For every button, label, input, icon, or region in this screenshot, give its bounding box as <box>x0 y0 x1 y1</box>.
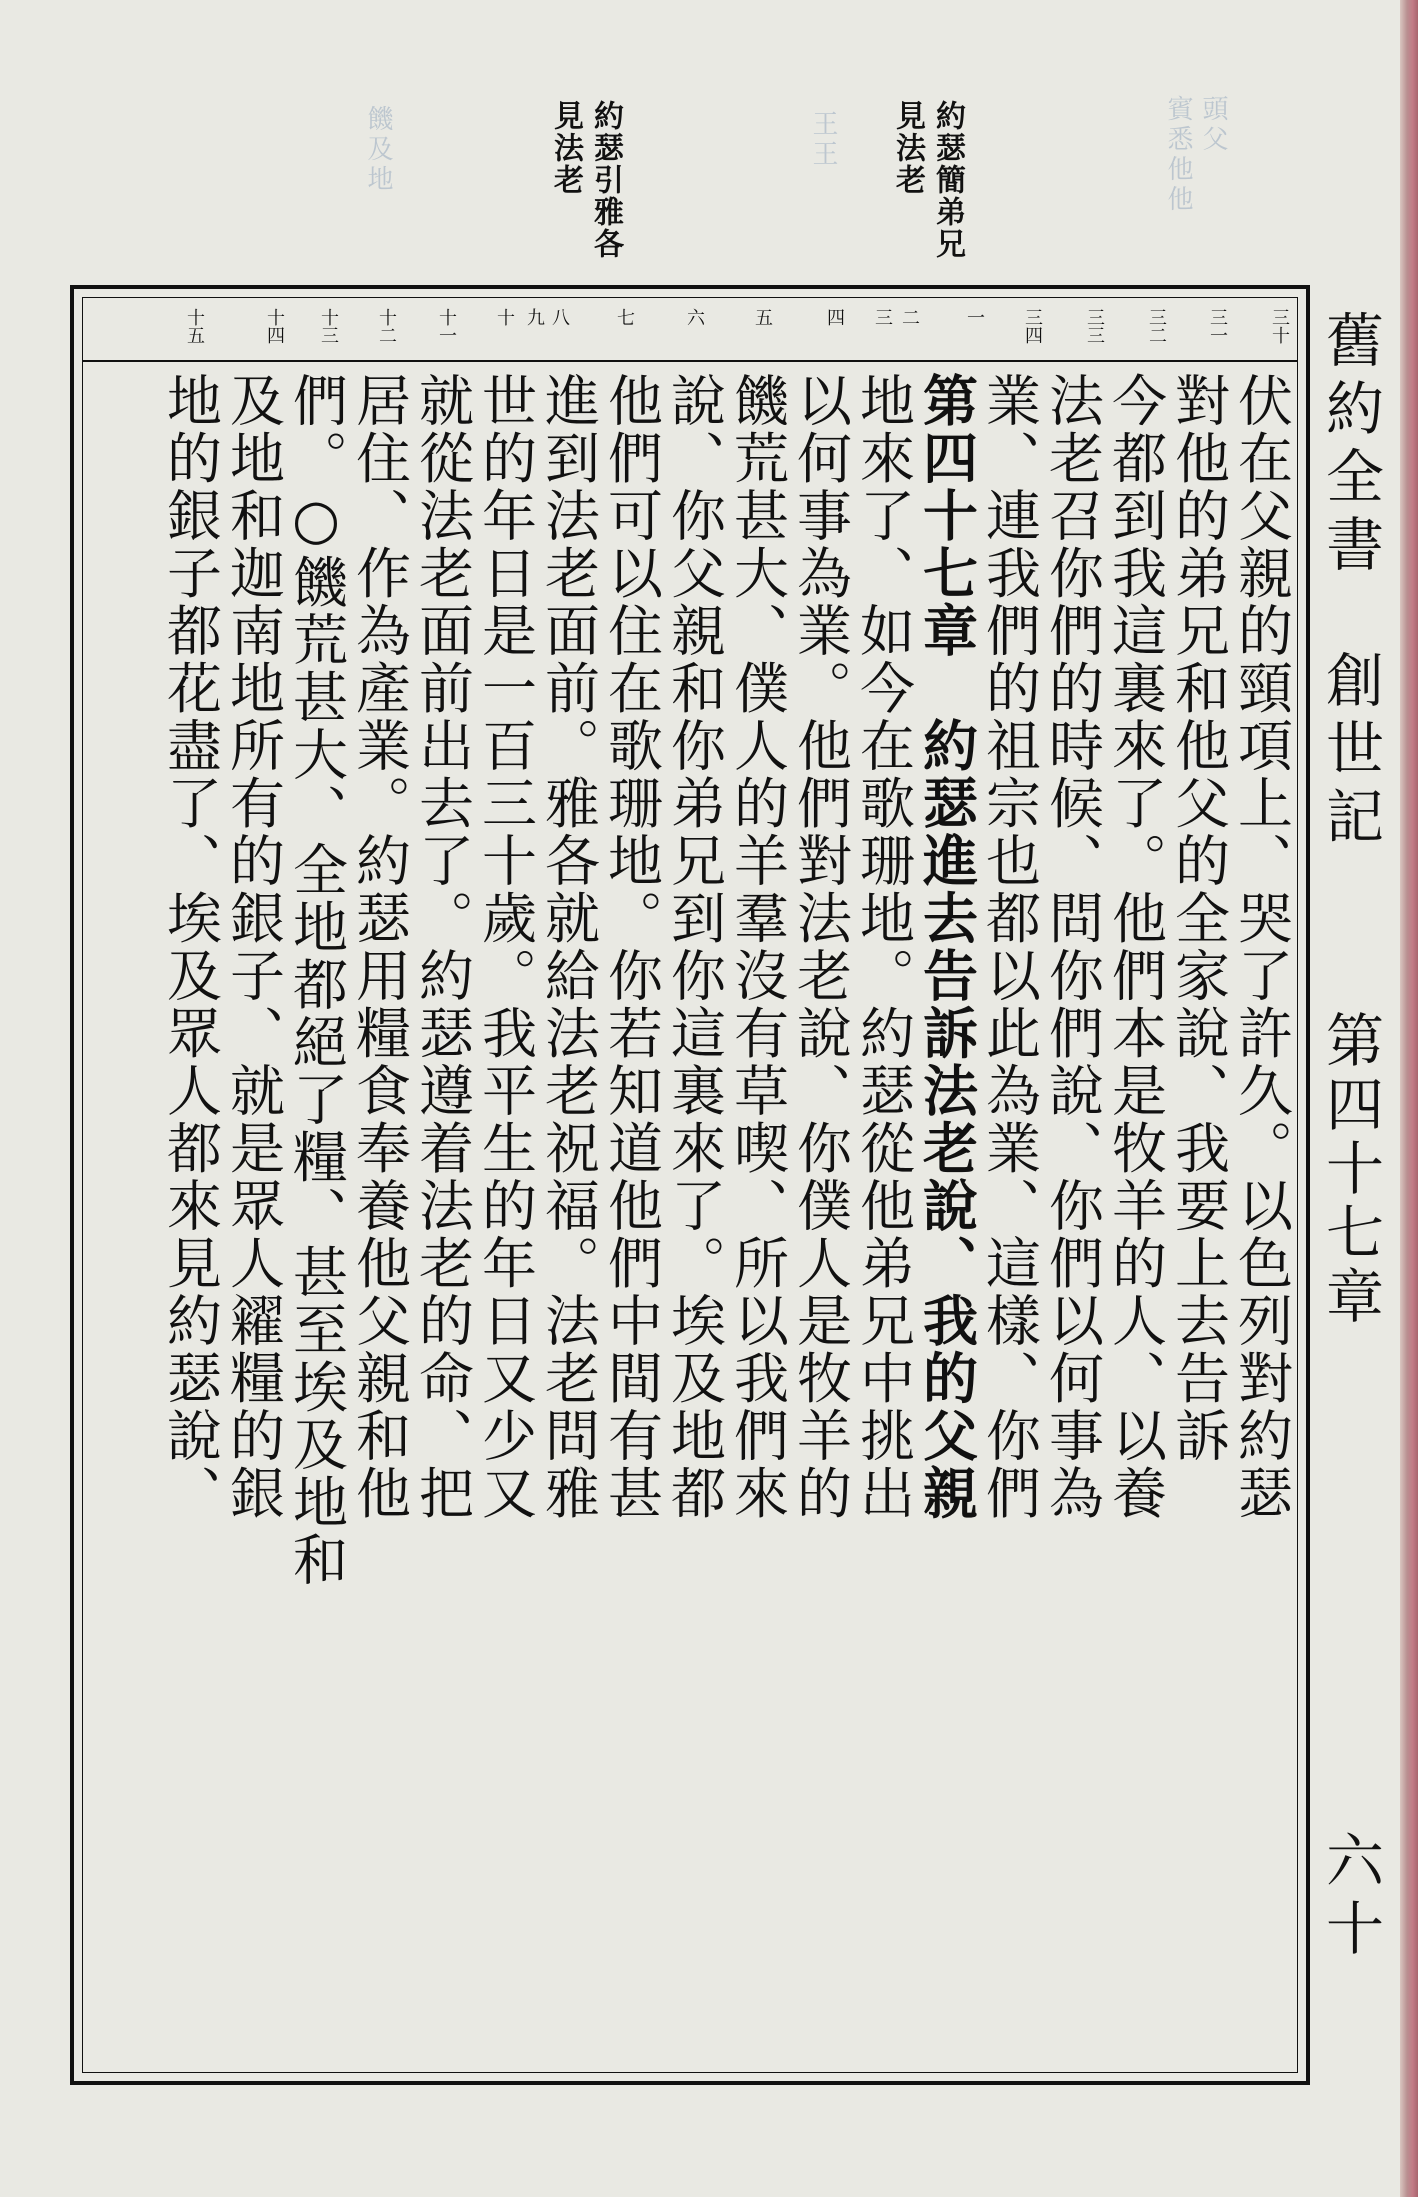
text-column: 地的銀子都花盡了、埃及眾人都來見約瑟說、 <box>158 372 222 1522</box>
text-column: 他們可以住在歌珊地。你若知道他們中間有甚 <box>599 372 663 1522</box>
text-column: 饑荒甚大、僕人的羊羣沒有草喫、所以我們來 <box>725 372 789 1522</box>
text-column: 地來了、如今在歌珊地。約瑟從他弟兄中挑出 <box>851 372 915 1522</box>
page-number: 六十 <box>1316 1830 1384 1966</box>
text-frame-inner <box>82 297 1298 2073</box>
verse-number: 二 <box>899 308 920 326</box>
text-column: 今都到我這裏來了。他們本是牧羊的人、以養 <box>1103 372 1167 1522</box>
verse-number: 四 <box>824 308 845 326</box>
cross-reference-joseph-brothers <box>890 100 964 260</box>
verse-number: 十二 <box>376 308 397 344</box>
verse-number: 一 <box>964 308 985 326</box>
bleed-through-text: 饑及地 <box>363 105 393 195</box>
bleed-through-text: 頭父 <box>1198 95 1228 155</box>
verse-number: 十 <box>494 308 515 326</box>
text-column: 及地和迦南地所有的銀子、就是眾人糴糧的銀 <box>221 372 285 1522</box>
verse-number: 三一 <box>1207 308 1228 344</box>
page-edge <box>1400 0 1418 2197</box>
verse-number: 十三 <box>318 308 339 344</box>
verse-number: 三四 <box>1022 308 1043 344</box>
text-column: 世的年日是一百三十歲。我平生的年日又少又 <box>473 372 537 1522</box>
verse-number: 三三 <box>1084 308 1105 344</box>
verse-number: 三二 <box>1146 308 1167 344</box>
verse-number: 三十 <box>1269 308 1290 344</box>
chapter-label: 第四十七章 <box>1316 1010 1384 1330</box>
text-column: 伏在父親的頸項上、哭了許久。以色列對約瑟 <box>1229 372 1293 1522</box>
text-column: 對他的弟兄和他父的全家說、我要上去告訴 <box>1166 372 1230 1465</box>
cross-reference-line: 見法老 <box>890 100 925 196</box>
bleed-through-text: 王王 <box>808 110 838 170</box>
chapter-heading-column: 第四十七章 約瑟進去告訴法老說、我的父親 <box>914 372 979 1522</box>
text-column: 居住、作為產業。約瑟用糧食奉養他父親和他 <box>347 372 411 1522</box>
text-columns <box>83 360 1297 2072</box>
text-column: 說、你父親和你弟兄到你這裏來了。埃及地都 <box>662 372 726 1522</box>
text-column: 以何事為業。他們對法老說、你僕人是牧羊的 <box>788 372 852 1522</box>
verse-number: 三 <box>872 308 893 326</box>
verse-number: 七 <box>614 308 635 326</box>
cross-reference-line: 約瑟引雅各 <box>588 100 623 260</box>
cross-reference-jacob-pharaoh <box>548 100 622 260</box>
text-column: 業、連我們的祖宗也都以此為業、這樣、你們 <box>977 372 1041 1522</box>
verse-number-strip <box>83 298 1297 362</box>
bleed-through-text: 賓悉他他 <box>1163 95 1193 215</box>
verse-number: 十五 <box>184 308 205 344</box>
text-column: 進到法老面前。雅各就給法老祝福。法老問雅 <box>536 372 600 1522</box>
cross-reference-line: 見法老 <box>548 100 583 196</box>
verse-number: 九 <box>524 308 545 326</box>
verse-number: 五 <box>752 308 773 326</box>
verse-number: 六 <box>684 308 705 326</box>
verse-number: 十四 <box>264 308 285 344</box>
cross-reference-line: 約瑟簡弟兄 <box>930 100 965 260</box>
text-column: 法老召你們的時候、問你們說、你們以何事為 <box>1040 372 1104 1522</box>
text-column: 們。○饑荒甚大、全地都絕了糧、甚至埃及地和 <box>284 372 348 1589</box>
book-title: 舊約全書 創世記 <box>1316 310 1384 854</box>
running-header <box>1298 310 1384 2130</box>
verse-number: 十一 <box>436 308 457 344</box>
verse-number: 八 <box>549 308 570 326</box>
text-frame <box>70 285 1310 2085</box>
text-column: 就從法老面前出去了。約瑟遵着法老的命、把 <box>410 372 474 1522</box>
